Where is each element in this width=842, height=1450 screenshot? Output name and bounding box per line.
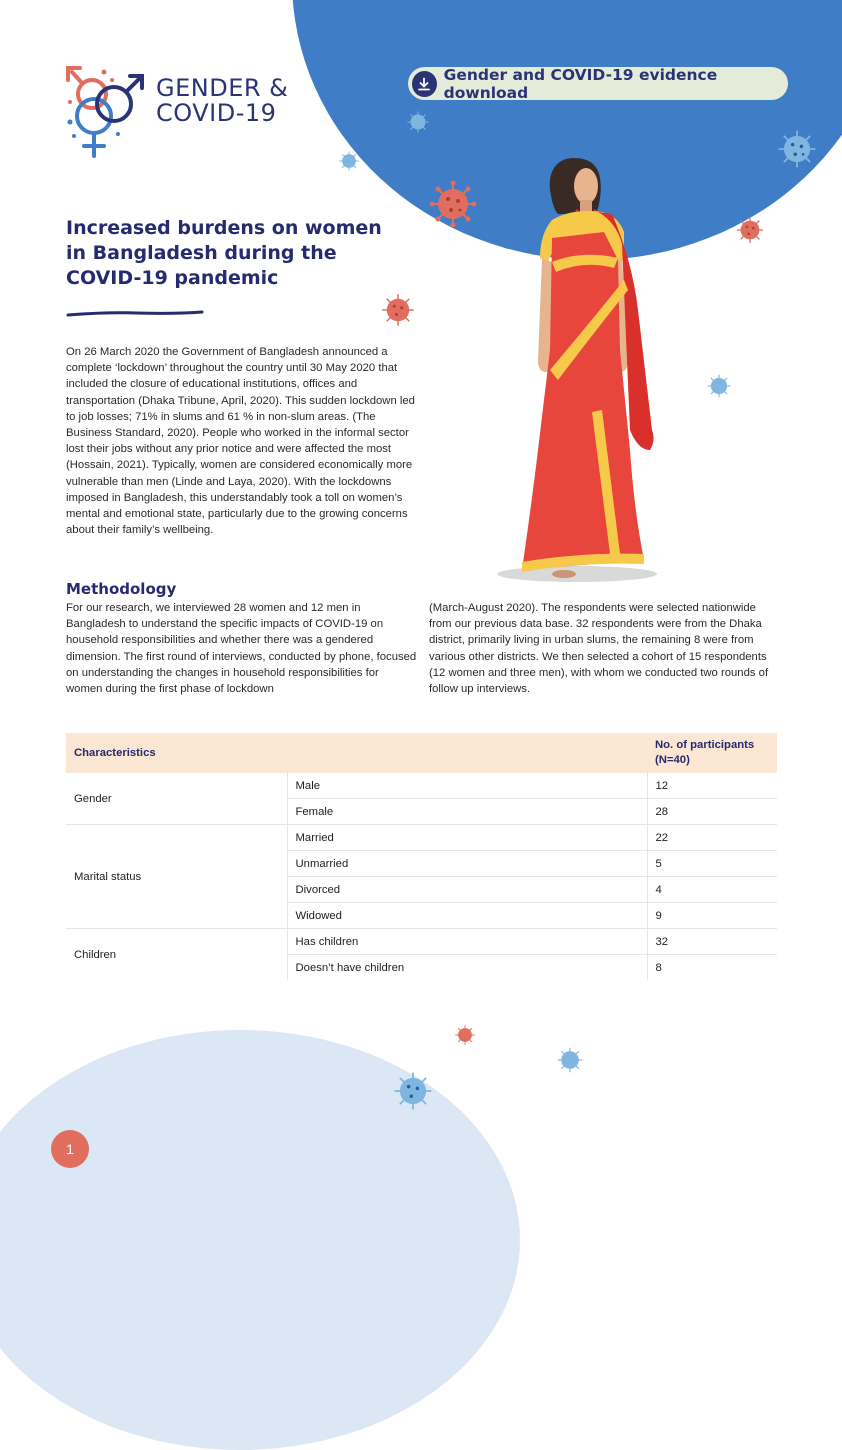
download-icon bbox=[412, 71, 437, 97]
methodology-paragraph-col2: (March-August 2020). The respondents were selected nationwide from our previous data base. 32 respondents were from the Dhaka district, primarily living in urban slums, the remaining 8 were from various other districts. We then selected a cohort of 15 respondents (12 women and three men), with whom we conducted two rounds of follow up interviews. bbox=[429, 602, 769, 696]
blue-virus-icon bbox=[392, 1070, 434, 1112]
participants-table bbox=[66, 733, 777, 980]
gender-covid-logo bbox=[62, 62, 302, 162]
row-label: Has children bbox=[287, 929, 647, 955]
title-underline bbox=[66, 309, 206, 319]
row-value: 4 bbox=[647, 877, 777, 903]
red-virus-icon bbox=[454, 1024, 476, 1046]
group-marital-status: Marital status bbox=[66, 825, 287, 929]
header-participants bbox=[647, 733, 777, 773]
table-row bbox=[66, 773, 777, 799]
blue-virus-icon bbox=[406, 110, 430, 134]
light-blue-background-shape bbox=[0, 1030, 520, 1450]
row-label: Unmarried bbox=[287, 851, 647, 877]
intro-paragraph: On 26 March 2020 the Government of Bangladesh announced a complete ‘lockdown’ throughout the country until 30 May 2020 that included the closure of educational institutions, offices and transportation (Dhaka Tribune, April, 2020). This sudden lockdown led to job losses; 71% in slums and 61 % in non-slum areas. (The Business Standard, 2020). People who worked in the informal sector lost their jobs without any prior notice and were affected the most (Hossain, 2021). Typically, women are considered economically more vulnerable than men (Linde and Laya, 2020). With the lockdowns imposed in Bangladesh, this understandably took a toll on women’s mental and emotional state, particularly due to the growing concerns about their family’s wellbeing. bbox=[66, 346, 415, 537]
row-label: Married bbox=[287, 825, 647, 851]
table-row bbox=[66, 929, 777, 955]
red-virus-icon bbox=[429, 180, 477, 228]
gender-symbols-icon bbox=[62, 62, 152, 162]
header-participants-line2: (N=40) bbox=[655, 754, 690, 766]
woman-in-sari-illustration bbox=[492, 150, 662, 590]
table-row bbox=[66, 825, 777, 851]
group-gender: Gender bbox=[66, 773, 287, 825]
logo-line1: GENDER & bbox=[156, 74, 289, 102]
table-header-row bbox=[66, 733, 777, 773]
row-label: Female bbox=[287, 799, 647, 825]
row-label: Doesn’t have children bbox=[287, 955, 647, 981]
row-value: 28 bbox=[647, 799, 777, 825]
row-value: 22 bbox=[647, 825, 777, 851]
row-value: 8 bbox=[655, 961, 662, 974]
row-value: 9 bbox=[647, 903, 777, 929]
page-title: Increased burdens on women in Bangladesh during the COVID-19 pandemic bbox=[66, 217, 382, 289]
blue-virus-icon bbox=[338, 150, 360, 172]
header-participants-line1: No. of participants bbox=[655, 739, 755, 751]
row-value: 12 bbox=[647, 773, 777, 799]
blue-virus-icon bbox=[776, 128, 818, 170]
methodology-paragraph-col1: For our research, we interviewed 28 women and 12 men in Bangladesh to understand the specific impacts of COVID-19 on household responsibilities and whether there was a gendered dimension. The first round of interviews, conducted by phone, focused on understanding the changes in household responsibilities for women during the first phase of lockdown bbox=[66, 602, 417, 696]
row-value: 32 bbox=[647, 929, 777, 955]
row-label: Widowed bbox=[287, 903, 647, 929]
methodology-heading: Methodology bbox=[66, 580, 177, 598]
evidence-download-button[interactable] bbox=[408, 67, 788, 100]
red-virus-icon bbox=[380, 292, 416, 328]
red-virus-icon bbox=[735, 215, 765, 245]
page-number-badge: 1 bbox=[51, 1130, 89, 1168]
blue-virus-icon bbox=[706, 373, 732, 399]
row-label: Male bbox=[287, 773, 647, 799]
header-characteristics: Characteristics bbox=[66, 733, 647, 773]
logo-line2: COVID-19 bbox=[156, 99, 277, 127]
download-label: Gender and COVID-19 evidence download bbox=[443, 65, 718, 102]
group-children: Children bbox=[66, 929, 287, 981]
row-label: Divorced bbox=[287, 877, 647, 903]
row-value: 5 bbox=[647, 851, 777, 877]
blue-virus-icon bbox=[556, 1046, 584, 1074]
